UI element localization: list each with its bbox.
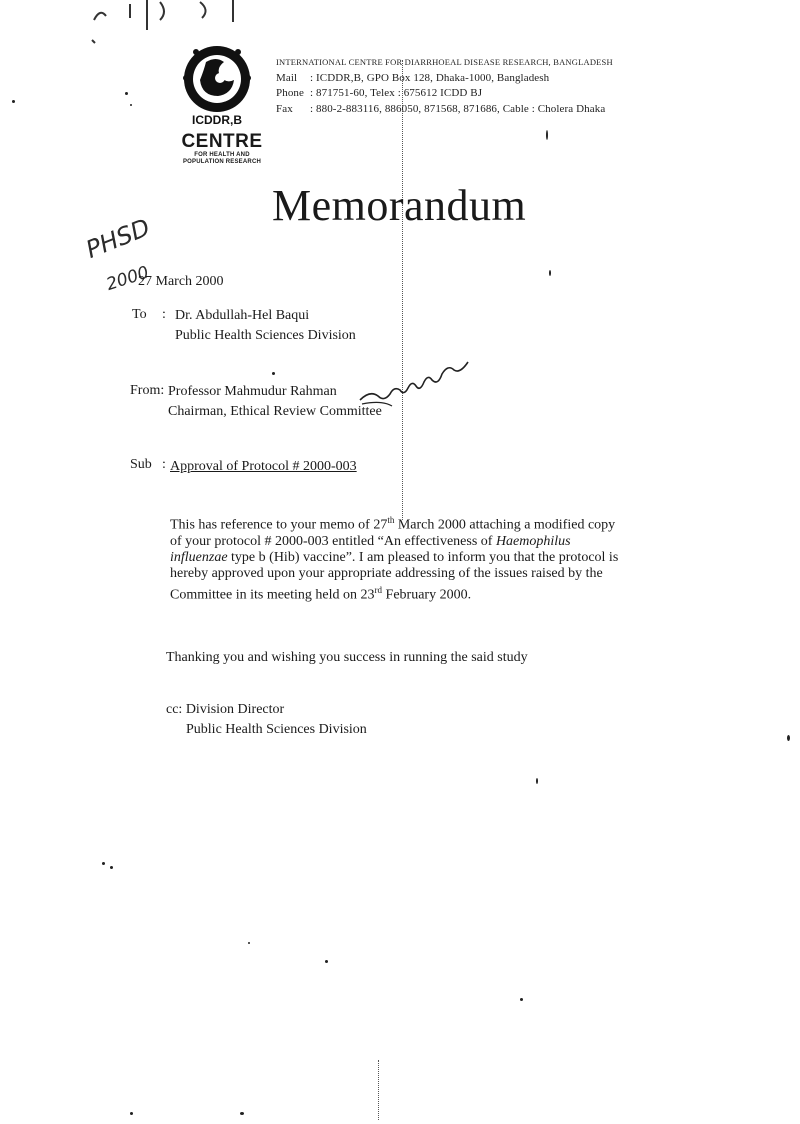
memo-title: Memorandum (272, 181, 527, 230)
scan-speck (520, 998, 523, 1001)
scan-speck (110, 866, 113, 869)
phone-value: : 871751-60, Telex : 675612 ICDD BJ (310, 87, 483, 99)
centre-subline: FOR HEALTH AND (194, 152, 250, 158)
body-superscript: th (387, 515, 395, 525)
signature-image (356, 356, 482, 412)
handwritten-note: PHSD (82, 213, 154, 264)
from-name: Professor Mahmudur Rahman (168, 384, 337, 399)
scan-speck (12, 100, 15, 103)
mail-line (276, 71, 696, 87)
body-text: March 2000 attaching a modified copy of your protocol # 2000-003 entitled “An effectiveness of (170, 517, 616, 549)
letterhead-address (276, 55, 696, 117)
to-label: To (132, 307, 147, 322)
scan-speck (549, 270, 551, 276)
subject-label: Sub (130, 457, 152, 472)
centre-label (172, 132, 272, 165)
subject-colon: : (162, 457, 166, 472)
fax-line (276, 102, 696, 118)
body-text: February 2000. (382, 587, 472, 603)
fax-label: Fax (276, 102, 293, 115)
cc-line: cc: Division Director (166, 702, 285, 717)
scan-artifact-line (378, 1060, 379, 1120)
subject-text: Approval of Protocol # 2000-003 (170, 459, 357, 474)
org-name: INTERNATIONAL CENTRE FOR DIARRHOEAL DISEASE RESEARCH, BANGLADESH (276, 57, 613, 67)
scan-speck (130, 104, 132, 106)
to-division: Public Health Sciences Division (175, 328, 356, 343)
to-block (175, 306, 356, 346)
logo-badge-text: ICDDR,B (192, 113, 242, 127)
body-text: This has reference to your memo of 27 (170, 517, 388, 533)
body-superscript: rd (374, 584, 383, 595)
to-name: Dr. Abdullah-Hel Baqui (175, 308, 310, 323)
body-paragraph (170, 512, 620, 603)
from-block (168, 382, 382, 422)
scan-speck (240, 1112, 244, 1115)
scan-artifact-line (402, 60, 403, 520)
icddrb-logo-icon (176, 38, 258, 134)
from-label: From: (130, 383, 165, 398)
scan-speck (536, 778, 538, 784)
scan-speck (325, 960, 328, 963)
fax-value: : 880-2-883116, 886050, 871568, 871686, Cable : Cholera Dhaka (310, 102, 606, 115)
memo-date: 27 March 2000 (138, 274, 224, 289)
scan-speck (272, 372, 275, 375)
centre-subline: POPULATION RESEARCH (182, 158, 262, 165)
phone-label: Phone (276, 87, 304, 99)
scan-speck (248, 942, 250, 944)
body-species-name: Haemophilus influenzae (170, 533, 571, 565)
scan-speck (787, 735, 790, 741)
handwritten-note: 2000 (104, 262, 152, 296)
scan-speck (125, 92, 128, 95)
scan-speck (130, 1112, 133, 1115)
centre-title: CENTRE (181, 131, 263, 152)
mail-value: : ICDDR,B, GPO Box 128, Dhaka-1000, Bangladesh (310, 71, 550, 84)
to-colon: : (162, 307, 166, 322)
closing-line: Thanking you and wishing you success in running the said study (166, 650, 528, 665)
from-role: Chairman, Ethical Review Committee (168, 404, 382, 419)
cc-division: Public Health Sciences Division (186, 722, 367, 737)
phone-line (276, 86, 696, 102)
mail-label: Mail (276, 71, 298, 84)
scan-speck (102, 862, 105, 865)
scan-speck (546, 130, 548, 140)
cc-block (166, 700, 367, 740)
body-text: type b (Hib) vaccine”. I am pleased to inform you that the protocol is hereby approved upon your appropriate addressing of the issues raised by the Committee in its meeting held on 23 (170, 549, 619, 603)
